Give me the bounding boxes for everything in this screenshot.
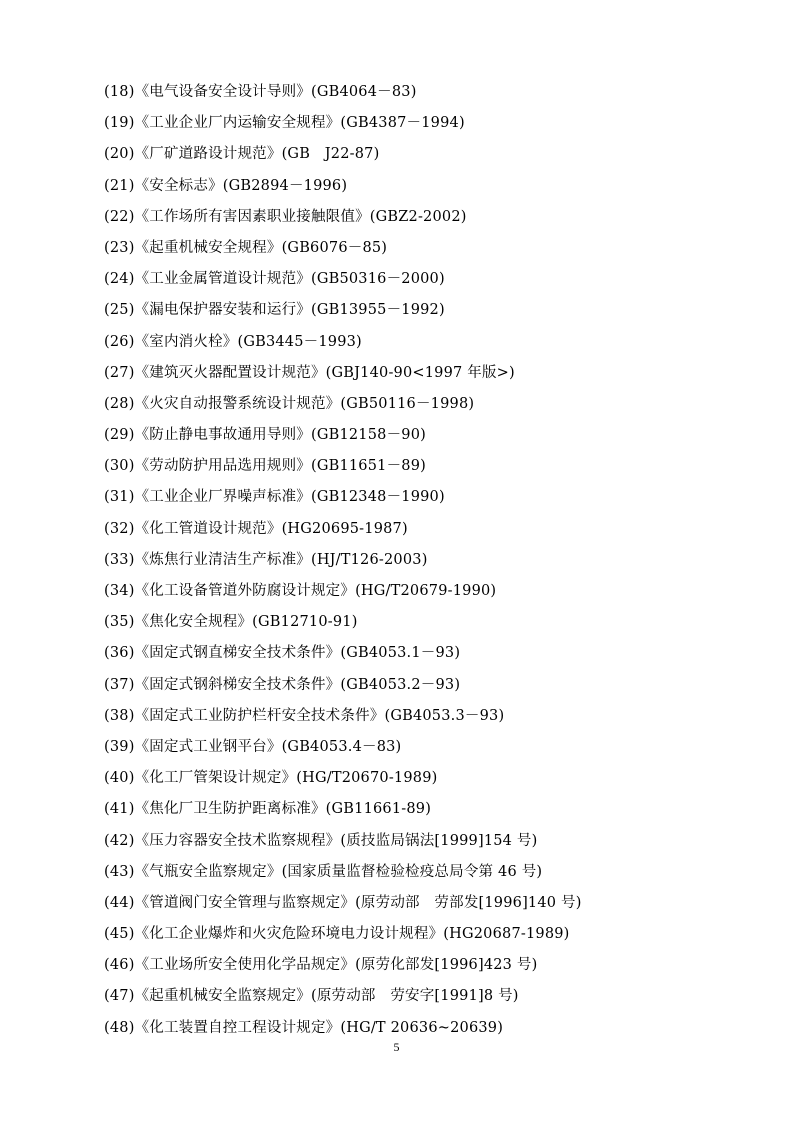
page-number: 5 bbox=[393, 1040, 400, 1054]
reference-item: (22)《工作场所有害因素职业接触限值》(GBZ2-2002) bbox=[104, 208, 467, 225]
reference-item: (34)《化工设备管道外防腐设计规定》(HG/T20679-1990) bbox=[104, 583, 497, 599]
reference-item: (24)《工业金属管道设计规范》(GB50316－2000) bbox=[104, 271, 445, 288]
reference-item: (31)《工业企业厂界噪声标准》(GB12348－1990) bbox=[104, 489, 445, 506]
reference-item: (45)《化工企业爆炸和火灾危险环境电力设计规程》(HG20687-1989) bbox=[104, 926, 570, 943]
reference-item: (42)《压力容器安全技术监察规程》(质技监局锅法[1999]154 号) bbox=[104, 832, 538, 849]
reference-item: (40)《化工厂管架设计规定》(HG/T20670-1989) bbox=[104, 770, 438, 787]
reference-item: (35)《焦化安全规程》(GB12710-91) bbox=[104, 614, 358, 631]
reference-item: (43)《气瓶安全监察规定》(国家质量监督检验检疫总局令第 46 号) bbox=[104, 863, 543, 880]
reference-item: (46)《工业场所安全使用化学品规定》(原劳化部发[1996]423 号) bbox=[104, 957, 538, 974]
reference-list bbox=[104, 80, 764, 1047]
reference-item: (32)《化工管道设计规范》(HG20695-1987) bbox=[104, 520, 408, 537]
reference-item: (26)《室内消火栓》(GB3445－1993) bbox=[104, 333, 362, 350]
reference-item: (33)《炼焦行业清洁生产标准》(HJ/T126-2003) bbox=[104, 551, 428, 568]
reference-item: (18)《电气设备安全设计导则》(GB4064－83) bbox=[104, 84, 417, 100]
reference-item: (38)《固定式工业防护栏杆安全技术条件》(GB4053.3－93) bbox=[104, 707, 505, 724]
reference-item: (23)《起重机械安全规程》(GB6076－85) bbox=[104, 239, 388, 256]
reference-item: (44)《管道阀门安全管理与监察规定》(原劳动部 劳部发[1996]140 号) bbox=[104, 894, 582, 911]
reference-item: (19)《工业企业厂内运输安全规程》(GB4387－1994) bbox=[104, 115, 465, 132]
reference-item: (28)《火灾自动报警系统设计规范》(GB50116－1998) bbox=[104, 395, 475, 412]
reference-item: (30)《劳动防护用品选用规则》(GB11651－89) bbox=[104, 458, 426, 475]
reference-item: (48)《化工装置自控工程设计规定》(HG/T 20636~20639) bbox=[104, 1019, 504, 1036]
reference-item: (47)《起重机械安全监察规定》(原劳动部 劳安字[1991]8 号) bbox=[104, 988, 519, 1005]
reference-item: (20)《厂矿道路设计规范》(GB J22-87) bbox=[104, 146, 380, 163]
reference-item: (21)《安全标志》(GB2894－1996) bbox=[104, 177, 348, 194]
reference-item: (41)《焦化厂卫生防护距离标准》(GB11661-89) bbox=[104, 801, 432, 818]
reference-item: (36)《固定式钢直梯安全技术条件》(GB4053.1－93) bbox=[104, 645, 461, 662]
reference-item: (39)《固定式工业钢平台》(GB4053.4－83) bbox=[104, 738, 402, 755]
reference-item: (29)《防止静电事故通用导则》(GB12158－90) bbox=[104, 427, 426, 444]
reference-item: (27)《建筑灭火器配置设计规范》(GBJ140-90<1997 年版>) bbox=[104, 364, 515, 381]
reference-item: (25)《漏电保护器安装和运行》(GB13955－1992) bbox=[104, 302, 445, 319]
reference-item: (37)《固定式钢斜梯安全技术条件》(GB4053.2－93) bbox=[104, 676, 461, 693]
